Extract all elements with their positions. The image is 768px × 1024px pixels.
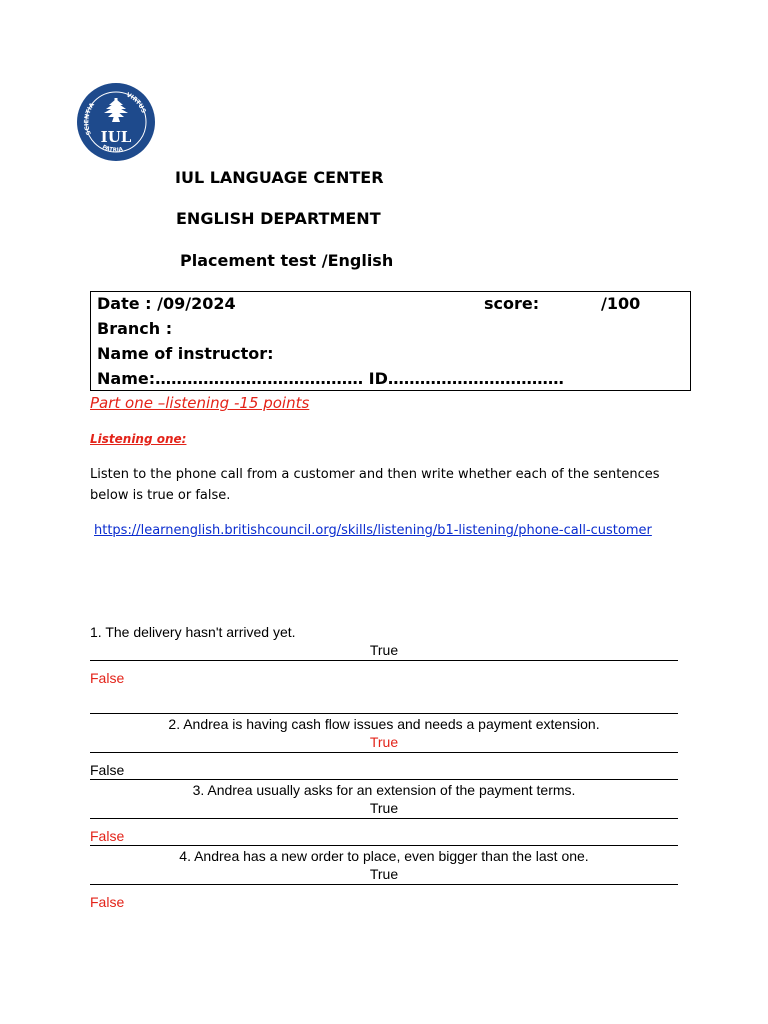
q1-false[interactable]: False — [90, 670, 125, 686]
answer-line — [90, 713, 678, 714]
q3-true[interactable]: True — [369, 800, 399, 816]
question-2: 2. Andrea is having cash flow issues and needs a payment extension. — [168, 716, 600, 732]
answer-line — [90, 752, 678, 753]
q4-true[interactable]: True — [369, 866, 399, 882]
name-id-field: Name:………………………………… ID…………………………… — [97, 369, 564, 388]
date-field: Date : /09/2024 — [97, 294, 236, 313]
q4-false[interactable]: False — [90, 894, 125, 910]
logo-ring-bottom: PATRIA — [101, 144, 124, 154]
audio-link[interactable]: https://learnenglish.britishcouncil.org/skills/listening/b1-listening/phone-call-customer — [94, 523, 652, 538]
instructions: Listen to the phone call from a customer and then write whether each of the sentences below is true or false. — [90, 467, 660, 503]
score-total: /100 — [601, 294, 641, 313]
q2-true[interactable]: True — [369, 734, 399, 750]
logo-text: IUL — [100, 128, 132, 146]
q3-false[interactable]: False — [90, 828, 125, 844]
answer-line — [90, 845, 678, 846]
q2-false[interactable]: False — [90, 762, 125, 778]
branch-field: Branch : — [97, 319, 173, 338]
department-title: ENGLISH DEPARTMENT — [176, 209, 381, 228]
logo-ring-right: VIRTUS — [125, 91, 148, 115]
center-title: IUL LANGUAGE CENTER — [175, 168, 384, 187]
answer-line — [90, 818, 678, 819]
question-4: 4. Andrea has a new order to place, even bigger than the last one. — [179, 848, 589, 864]
score-label: score: — [484, 294, 540, 313]
part-one-heading: Part one –listening -15 points — [90, 394, 310, 412]
logo-ring-left: SCIENTIA — [83, 101, 97, 136]
answer-line — [90, 779, 678, 780]
question-1: 1. The delivery hasn't arrived yet. — [90, 624, 296, 640]
test-title: Placement test /English — [180, 251, 394, 270]
listening-one-heading: Listening one: — [90, 432, 187, 446]
question-3: 3. Andrea usually asks for an extension of the payment terms. — [192, 782, 576, 798]
answer-line — [90, 660, 678, 661]
answer-line — [90, 884, 678, 885]
q1-true[interactable]: True — [369, 642, 399, 658]
iul-logo — [76, 82, 156, 162]
instructor-field: Name of instructor: — [97, 344, 274, 363]
